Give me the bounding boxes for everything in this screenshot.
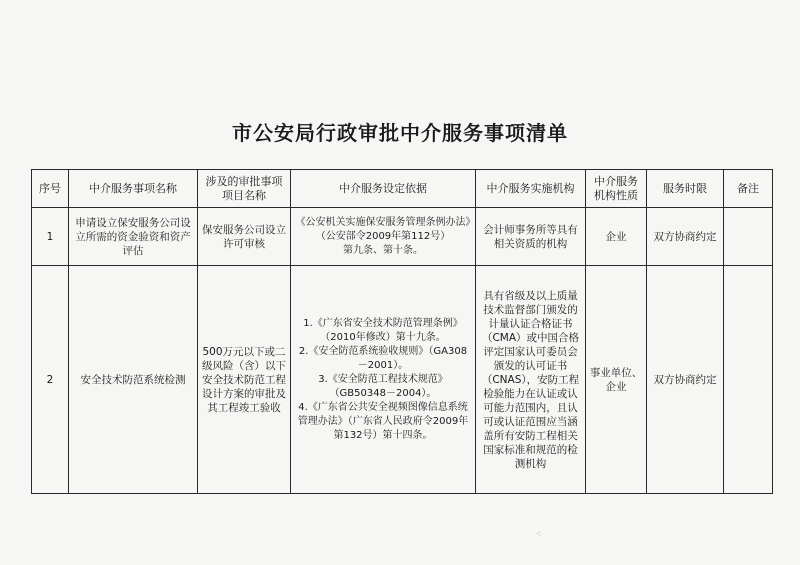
cell-agency: 具有省级及以上质量技术监督部门颁发的计量认证合格证书（CMA）或中国合格评定国家认可委员会颁发的认可证书（CNAS），安防工程检验能力在认证或认可能力范围内，且认可或认证范围应当涵盖所有安防工程相关国家标准和规范的检测机构	[476, 266, 586, 494]
cell-agency: 会计师事务所等具有相关资质的机构	[476, 208, 586, 266]
table-row	[32, 208, 773, 266]
cell-basis	[291, 266, 476, 494]
table-row	[32, 266, 773, 494]
cell-seq: 1	[32, 208, 69, 266]
basis-line: 第九条、第十条。	[343, 244, 423, 256]
cell-remark	[724, 208, 773, 266]
service-items-table	[31, 169, 773, 494]
header-time: 服务时限	[647, 170, 724, 208]
cell-approval: 500万元以下或二级风险（含）以下安全技术防范工程设计方案的审批及其工程竣工验收	[198, 266, 291, 494]
basis-line: 3.《安全防范工程技术规范》（GB50348－2004）。	[318, 373, 448, 399]
header-basis: 中介服务设定依据	[291, 170, 476, 208]
header-seq: 序号	[32, 170, 69, 208]
header-approval: 涉及的审批事项项目名称	[198, 170, 291, 208]
header-agency: 中介服务实施机构	[476, 170, 586, 208]
cell-remark	[724, 266, 773, 494]
cell-seq: 2	[32, 266, 69, 494]
cell-approval: 保安服务公司设立许可审核	[198, 208, 291, 266]
table-header-row	[32, 170, 773, 208]
cell-time: 双方协商约定	[647, 266, 724, 494]
cell-service-name: 申请设立保安服务公司设立所需的资金验资和资产评估	[69, 208, 198, 266]
scan-mark: ⁖	[536, 530, 542, 540]
basis-line: 1.《广东省安全技术防范管理条例》（2010年修改）第十九条。	[303, 317, 463, 343]
basis-line: 4.《广东省公共安全视频图像信息系统管理办法》（广东省人民政府令2009年第132号）第十四条。	[297, 401, 469, 441]
basis-line: 《公安机关实施保安服务管理条例办法》（公安部令2009年第112号）	[295, 216, 471, 242]
cell-time: 双方协商约定	[647, 208, 724, 266]
header-service-name: 中介服务事项名称	[69, 170, 198, 208]
document-title: 市公安局行政审批中介服务事项清单	[232, 121, 568, 145]
cell-basis	[291, 208, 476, 266]
cell-service-name: 安全技术防范系统检测	[69, 266, 198, 494]
cell-nature: 企业	[586, 208, 647, 266]
header-nature: 中介服务机构性质	[586, 170, 647, 208]
cell-nature: 事业单位、企业	[586, 266, 647, 494]
basis-line: 2.《安全防范系统验收规则》（GA308－2001）。	[298, 345, 468, 371]
header-remark: 备注	[724, 170, 773, 208]
